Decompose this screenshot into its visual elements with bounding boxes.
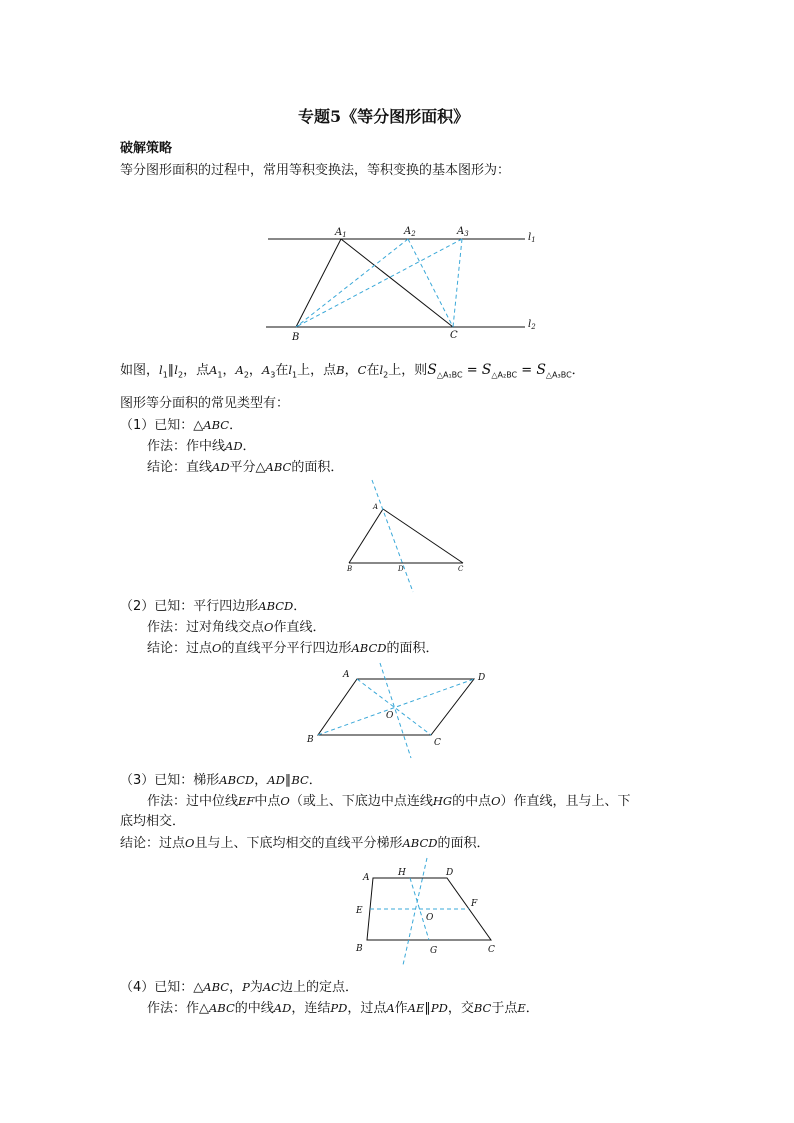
label-H: H bbox=[398, 868, 406, 878]
label-A2: $A_2$ bbox=[404, 226, 416, 238]
case2-method: 作法：过对角线交点O作直线． bbox=[147, 620, 326, 635]
label-G: G bbox=[430, 946, 438, 956]
label-O: O bbox=[426, 913, 434, 923]
case3-method-cont: 底均相交． bbox=[120, 814, 186, 829]
label-O: O bbox=[386, 711, 394, 721]
label-A1: $A_1$ bbox=[335, 227, 347, 239]
label-D: D bbox=[398, 565, 404, 573]
label-l1: $l_1$ bbox=[528, 232, 536, 244]
label-C: C bbox=[450, 330, 458, 341]
page-title: 专题5《等分图形面积》 bbox=[298, 107, 470, 126]
label-A: A bbox=[343, 670, 350, 680]
rule-statement: 如图，$l_1\parallel l_2$，点$A_1$，$A_2$，$A_3$在$l_1$上，点B，C在$l_2$上，则$S_{\triangle A_1BC} = S_{\triangle A_2BC} = S_{\triangle A_3BC}$． bbox=[120, 362, 585, 380]
label-D: D bbox=[446, 868, 454, 878]
label-C: C bbox=[434, 738, 441, 748]
label-B: B bbox=[347, 565, 353, 573]
common-types-text: 图形等分面积的常见类型有： bbox=[120, 396, 290, 411]
label-C: C bbox=[488, 945, 495, 955]
label-l2: $l_2$ bbox=[528, 319, 536, 331]
case3-given: （3）已知：梯形ABCD，AD∥BC． bbox=[120, 773, 322, 788]
section-heading: 破解策略 bbox=[120, 141, 173, 156]
label-C: C bbox=[458, 565, 464, 573]
case1-method: 作法：作中线AD． bbox=[147, 439, 256, 454]
label-A3: $A_3$ bbox=[457, 226, 469, 238]
label-A: A bbox=[363, 873, 370, 883]
line-through-O bbox=[403, 858, 427, 965]
case4-given: （4）已知：△ABC，P为AC边上的定点． bbox=[120, 980, 358, 995]
label-B: B bbox=[292, 332, 300, 343]
label-A: A bbox=[373, 503, 379, 511]
case3-conclusion: 结论：过点O且与上、下底均相交的直线平分梯形ABCD的面积． bbox=[120, 836, 490, 851]
label-F: F bbox=[471, 899, 478, 909]
case1-given: （1）已知：△ABC． bbox=[120, 418, 243, 433]
label-D: D bbox=[478, 673, 486, 683]
case3-method: 作法：过中位线EF中点O（或上、下底边中点连线HG的中点O）作直线，且与上、下 bbox=[147, 794, 631, 809]
label-E: E bbox=[356, 906, 363, 916]
case1-conclusion: 结论：直线AD平分△ABC的面积． bbox=[147, 460, 344, 475]
label-B: B bbox=[307, 735, 314, 745]
case2-given: （2）已知：平行四边形ABCD． bbox=[120, 599, 307, 614]
case4-method: 作法：作△ABC的中线AD，连结PD，过点A作AE∥PD，交BC于点E． bbox=[147, 1001, 539, 1016]
intro-text: 等分图形面积的过程中，常用等积变换法，等积变换的基本图形为： bbox=[120, 163, 511, 178]
case2-conclusion: 结论：过点O的直线平分平行四边形ABCD的面积． bbox=[147, 641, 439, 656]
label-B: B bbox=[356, 944, 363, 954]
